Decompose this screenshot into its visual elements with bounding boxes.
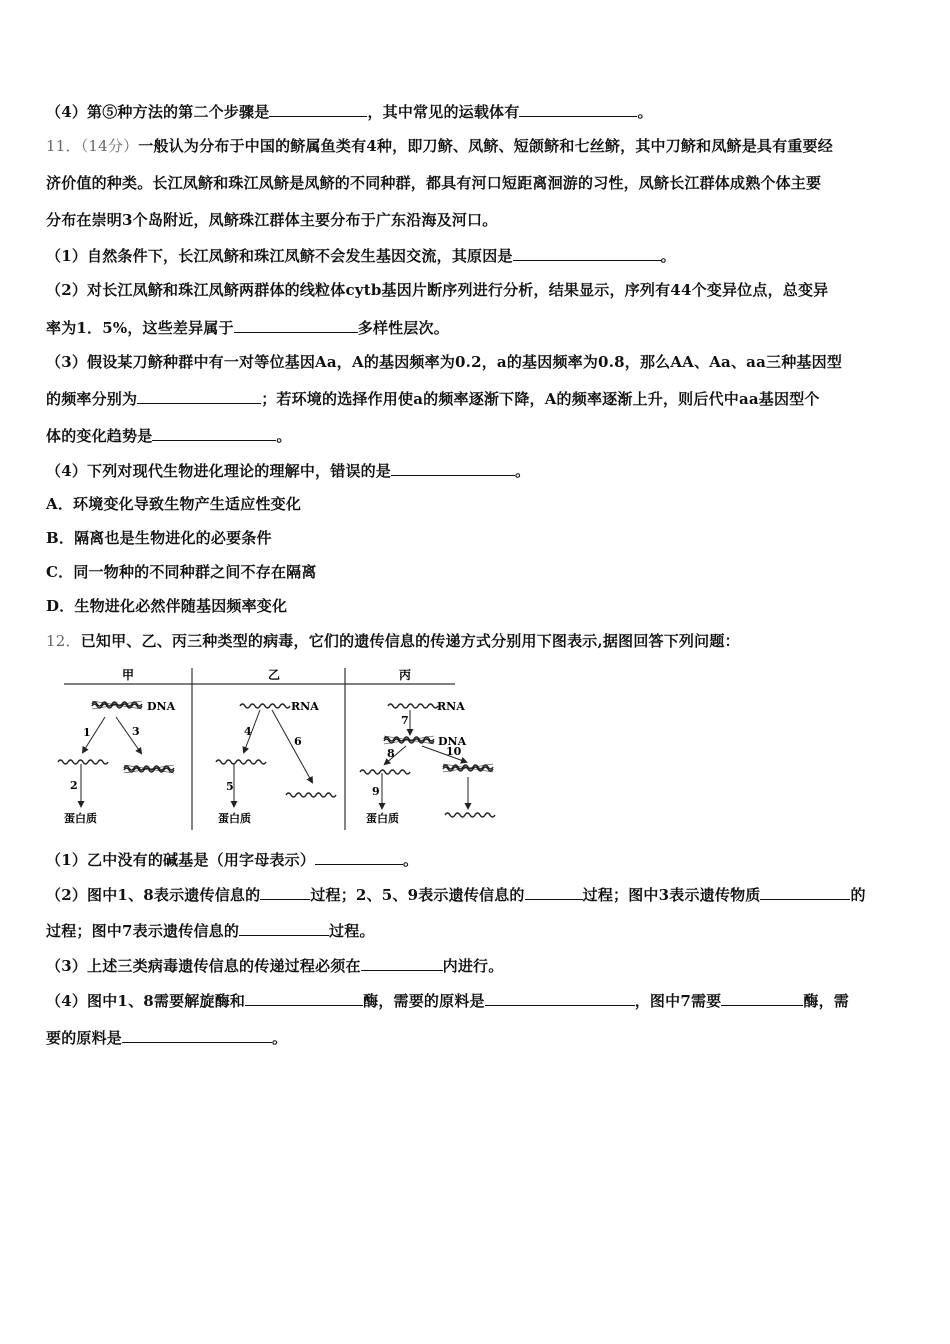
q12-part2-mid2: 过程；图中3表示遗传物质: [582, 886, 761, 904]
option-a[interactable]: A．环境变化导致生物产生适应性变化: [46, 495, 302, 513]
answer-blank[interactable]: [485, 990, 635, 1006]
answer-blank[interactable]: [137, 388, 261, 404]
question-number: 11．: [46, 137, 81, 155]
q11-part3-line2: [46, 388, 906, 409]
label-protein: 蛋白质: [64, 812, 97, 825]
question-score: （14分）: [80, 137, 139, 155]
q11-stem-line3: 分布在崇明3个岛附近，凤鲚珠江群体主要分布于广东沿海及河口。: [46, 211, 498, 229]
q12-part4-mid2: ，图中7需要: [634, 992, 722, 1010]
column-label-yi: 乙: [268, 668, 281, 682]
label-protein: 蛋白质: [218, 812, 251, 825]
answer-blank[interactable]: [721, 990, 803, 1006]
q11-part3-line3: [46, 425, 906, 446]
answer-blank[interactable]: [245, 990, 363, 1006]
q11-stem-text: 一般认为分布于中国的鲚属鱼类有4种，即刀鲚、凤鲚、短颌鲚和七丝鲚，其中刀鲚和凤鲚是具有重要经: [138, 137, 833, 155]
q12-part2-end: 的: [850, 886, 866, 904]
q11-part3-mid: ；若环境的选择作用使a的频率逐渐下降，A的频率逐渐上升，则后代中aa基因型个: [261, 390, 820, 408]
punct: 。: [660, 247, 676, 265]
q12-part1: [46, 849, 906, 870]
answer-blank[interactable]: [519, 101, 637, 117]
q11-part3-text: 体的变化趋势是: [46, 427, 153, 445]
q12-part4-line1: [46, 990, 906, 1011]
svg-text:2: 2: [70, 779, 78, 792]
svg-text:7: 7: [401, 714, 409, 727]
option-b[interactable]: B．隔离也是生物进化的必要条件: [46, 529, 272, 547]
q12-stem-text: 已知甲、乙、丙三种类型的病毒，它们的遗传信息的传递方式分别用下图表示,据图回答下列问题：: [80, 632, 740, 650]
yi-pathway: [216, 700, 336, 825]
q12-part4-mid1: 酶，需要的原料是: [363, 992, 485, 1010]
q12-part3-end: 内进行。: [442, 957, 504, 975]
answer-blank[interactable]: [269, 101, 367, 117]
q12-part1-text: （1）乙中没有的碱基是（用字母表示）: [46, 851, 316, 869]
q11-part3-text: 的频率分别为: [46, 390, 138, 408]
q11-part2-line1: （2）对长江凤鲚和珠江凤鲚两群体的线粒体cytb基因片断序列进行分析，结果显示，序列有44个变异位点，总变异: [46, 281, 829, 299]
option-d[interactable]: D．生物进化必然伴随基因频率变化: [46, 597, 288, 615]
q12-part2-line1: [46, 884, 906, 905]
q12-part4-line2: [46, 1027, 906, 1048]
svg-text:6: 6: [294, 735, 302, 748]
svg-text:10: 10: [446, 745, 462, 758]
answer-blank[interactable]: [315, 849, 403, 865]
q11-part4: [46, 460, 906, 481]
svg-text:3: 3: [132, 725, 140, 738]
punct: 。: [637, 103, 653, 121]
answer-blank[interactable]: [152, 425, 276, 441]
answer-blank[interactable]: [513, 245, 661, 261]
q10-part4-mid: ，其中常见的运载体有: [367, 103, 520, 121]
q11-part1-text: （1）自然条件下，长江凤鲚和珠江凤鲚不会发生基因交流，其原因是: [46, 247, 513, 265]
q12-part3-text: （3）上述三类病毒遗传信息的传递过程必须在: [46, 957, 361, 975]
jia-pathway: [58, 700, 176, 825]
answer-blank[interactable]: [525, 884, 583, 900]
q12-part4-text: 要的原料是: [46, 1029, 123, 1047]
label-protein: 蛋白质: [366, 812, 399, 825]
svg-text:1: 1: [83, 726, 91, 739]
question-number: 12．: [46, 632, 81, 650]
q11-stem-line2: 济价值的种类。长江凤鲚和珠江凤鲚是凤鲚的不同种群，都具有河口短距离洄游的习性，凤鲚长江群体成熟个体主要: [46, 174, 822, 192]
option-c[interactable]: C．同一物种的不同种群之间不存在隔离: [46, 563, 317, 581]
q12-part2-text: 过程；图中7表示遗传信息的: [46, 922, 240, 940]
punct: 。: [272, 1029, 288, 1047]
q11-part2-end: 多样性层次。: [357, 319, 449, 337]
answer-blank[interactable]: [361, 955, 443, 971]
q11-part3-line1: （3）假设某刀鲚种群中有一对等位基因Aa，A的基因频率为0.2，a的基因频率为0.8，那么AA、Aa、aa三种基因型: [46, 353, 843, 371]
q12-part4-end: 酶，需: [803, 992, 849, 1010]
answer-blank[interactable]: [391, 460, 515, 476]
q10-part4: [46, 101, 906, 122]
q12-part2-mid1: 过程；2、5、9表示遗传信息的: [310, 886, 525, 904]
svg-text:4: 4: [244, 725, 252, 738]
svg-text:8: 8: [387, 747, 395, 760]
q11-stem-line1: [46, 136, 906, 156]
q12-part2-end: 过程。: [329, 922, 375, 940]
answer-blank[interactable]: [760, 884, 850, 900]
column-label-jia: 甲: [122, 668, 135, 682]
svg-text:9: 9: [372, 785, 380, 798]
label-dna: DNA: [147, 700, 176, 713]
punct: 。: [515, 462, 531, 480]
label-dna: DNA: [438, 735, 467, 748]
q12-part4-text: （4）图中1、8需要解旋酶和: [46, 992, 246, 1010]
label-rna: RNA: [437, 700, 465, 713]
genetic-info-transfer-diagram: [50, 660, 510, 835]
answer-blank[interactable]: [260, 884, 310, 900]
punct: 。: [276, 427, 292, 445]
q11-part2-text: 率为1．5%，这些差异属于: [46, 319, 234, 337]
q11-part2-line2: [46, 317, 906, 338]
q11-part1: [46, 245, 906, 266]
q11-part4-text: （4）下列对现代生物进化理论的理解中，错误的是: [46, 462, 392, 480]
label-rna: RNA: [291, 700, 319, 713]
column-label-bing: 丙: [399, 668, 412, 682]
q12-part3: [46, 955, 906, 976]
answer-blank[interactable]: [122, 1027, 272, 1043]
svg-text:5: 5: [226, 780, 234, 793]
q12-stem: [46, 631, 906, 651]
answer-blank[interactable]: [239, 920, 329, 936]
q10-part4-prefix: （4）第⑤种方法的第二个步骤是: [46, 103, 270, 121]
q12-part2-line2: [46, 920, 906, 941]
answer-blank[interactable]: [234, 317, 358, 333]
q12-part2-text: （2）图中1、8表示遗传信息的: [46, 886, 261, 904]
bing-pathway: [360, 700, 495, 825]
punct: 。: [403, 851, 419, 869]
